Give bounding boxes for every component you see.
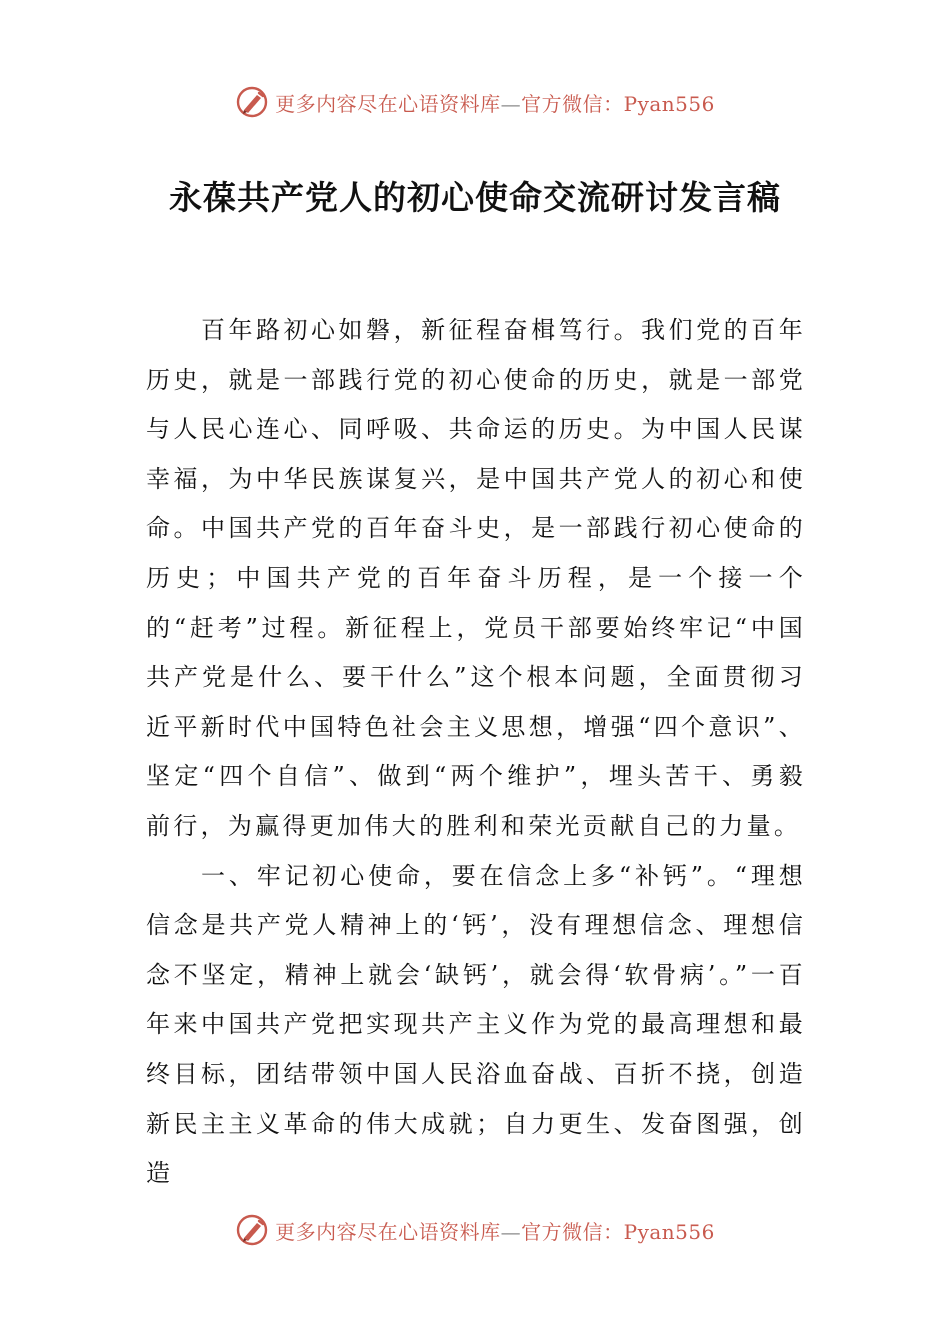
watermark-suffix: 官方微信：Pyan556	[521, 91, 715, 116]
paragraph-intro: 百年路初心如磐，新征程奋楫笃行。我们党的百年历史，就是一部践行党的初心使命的历史，就是一部党与人民心连心、同呼吸、共命运的历史。为中国人民谋幸福，为中华民族谋复兴，是中国共产党人的初心和使命。中国共产党的百年奋斗史，是一部践行初心使命的历史；中国共产党的百年奋斗历程，是一个接一个的“赶考”过程。新征程上，党员干部要始终牢记“中国共产党是什么、要干什么”这个根本问题，全面贯彻习近平新时代中国特色社会主义思想，增强“四个意识”、坚定“四个自信”、做到“两个维护”，埋头苦干、勇毅前行，为赢得更加伟大的胜利和荣光贡献自己的力量。	[146, 316, 806, 840]
watermark-text	[275, 1216, 715, 1245]
pen-logo-icon	[235, 85, 269, 119]
document-body	[146, 306, 806, 1199]
header-watermark-banner	[0, 82, 950, 122]
pen-logo-icon	[235, 1213, 269, 1247]
paragraph-section-one: 一、牢记初心使命，要在信念上多“补钙”。“理想信念是共产党人精神上的‘钙’，没有理想信念、理想信念不坚定，精神上就会‘缺钙’，就会得‘软骨病’。”一百年来中国共产党把实现共产主义作为党的最高理想和最终目标，团结带领中国人民浴血奋战、百折不挠，创造新民主主义革命的伟大成就；自力更生、发奋图强，创造	[146, 861, 806, 1188]
watermark-suffix: 官方微信：Pyan556	[521, 1219, 715, 1244]
watermark-prefix: 更多内容尽在心语资料库	[275, 1219, 501, 1244]
watermark-text	[275, 88, 715, 117]
footer-watermark-banner	[0, 1210, 950, 1250]
watermark-separator: —	[500, 91, 522, 116]
watermark-separator: —	[500, 1219, 522, 1244]
watermark-prefix: 更多内容尽在心语资料库	[275, 91, 501, 116]
document-title: 永葆共产党人的初心使命交流研讨发言稿	[169, 178, 781, 217]
